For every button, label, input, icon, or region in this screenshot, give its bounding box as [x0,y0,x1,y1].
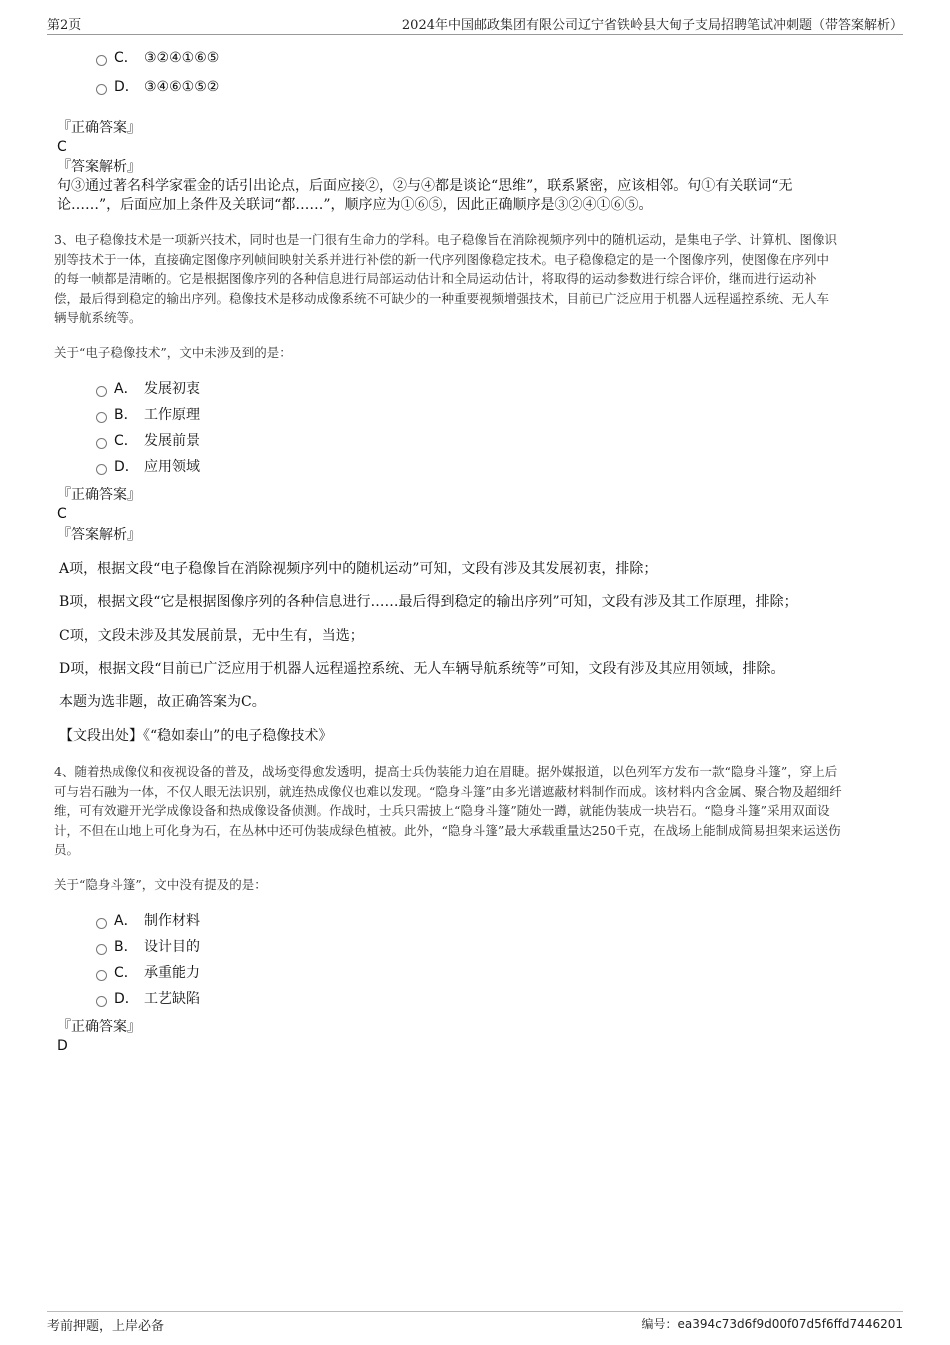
q3-explanation-a: A项，根据文段“电子稳像旨在消除视频序列中的随机运动”可知，文段有涉及其发展初衷，排除； [59,561,658,577]
q4-option-d[interactable]: D． 工艺缺陷 [96,989,200,1009]
radio-icon[interactable] [96,438,107,449]
q4-answer-label: 『正确答案』 [57,1019,141,1035]
q2-analysis-line-1: 句③通过著名科学家霍金的话引出论点，后面应接②，②与④都是谈论“思维”，联系紧密，应该相邻。句①有关联词“无 [57,178,793,194]
q3-answer: C [57,506,67,522]
radio-icon[interactable] [96,970,107,981]
q2-option-c[interactable]: C． ③②④①⑥⑤ [96,48,219,68]
q4-option-a[interactable]: A． 制作材料 [96,911,200,931]
q3-option-a[interactable]: A． 发展初衷 [96,379,200,399]
document-id: 编号：ea394c73d6f9d00f07d5f6ffd7446201 [641,1317,903,1331]
q3-explanation-b: B项，根据文段“它是根据图像序列的各种信息进行……最后得到稳定的输出序列”可知，文段有涉及其工作原理，排除； [59,594,798,610]
q3-option-b[interactable]: B． 工作原理 [96,405,200,425]
q3-question: 关于“电子稳像技术”，文中未涉及到的是： [54,345,292,360]
q3-answer-label: 『正确答案』 [57,487,141,503]
q3-option-c[interactable]: C． 发展前景 [96,431,200,451]
q2-answer: C [57,139,67,155]
radio-icon[interactable] [96,386,107,397]
q2-option-d[interactable]: D． ③④⑥①⑤② [96,77,219,97]
q4-option-c[interactable]: C． 承重能力 [96,963,200,983]
q3-analysis-label: 『答案解析』 [57,527,141,543]
page-number: 第2页 [47,18,82,33]
radio-icon[interactable] [96,412,107,423]
q3-source: 【文段出处】《“稳如泰山”的电子稳像技术》 [59,728,333,744]
page-header [47,14,903,35]
q3-conclusion: 本题为选非题，故正确答案为C。 [59,694,266,710]
q4-question: 关于“隐身斗篷”，文中没有提及的是： [54,877,267,892]
radio-icon[interactable] [96,464,107,475]
q4-passage: 4、随着热成像仪和夜视设备的普及，战场变得愈发透明，提高士兵伪装能力迫在眉睫。据外媒报道，以色列军方发布一款“隐身斗篷”，穿上后 可与岩石融为一体，不仅人眼无法识别，就连热成像仪也难以发现。“隐身斗篷”由多光谱遮蔽材料制作而成。该材料内含金属、聚合物及超细纤 维，可有效避开光学成像设备和热成像设备侦测。作战时，士兵只需披上“隐身斗篷”随处一蹲，就能伪装成一块岩石。“隐身斗篷”采用双面设 计，不但在山地上可化身为石，在丛林中还可伪装成绿色植被。此外，“隐身斗篷”最大承载重量达250千克，在战场上能制成简易担架来运送伤 员。 [54,764,842,857]
q3-explanation-c: C项，文段未涉及其发展前景，无中生有，当选； [59,628,364,644]
q4-option-b[interactable]: B． 设计目的 [96,937,200,957]
q3-passage: 3、电子稳像技术是一项新兴技术，同时也是一门很有生命力的学科。电子稳像旨在消除视频序列中的随机运动，是集电子学、计算机、图像识 别等技术于一体，直接确定图像序列帧间映射关系并进行补偿的新一代序列图像稳定技术。电子稳像稳定的是一个图像序列，使图像在序列中 的每一帧都是清晰的。它是根据图像序列的各种信息进行局部运动估计和全局运动估计，将取得的运动参数进行综合评价，继而进行运动补 偿，最后得到稳定的输出序列。稳像技术是移动成像系统不可缺少的一种重要视频增强技术，目前已广泛应用于机器人远程遥控系统、无人车 辆导航系统等。 [54,232,837,325]
q3-option-d[interactable]: D． 应用领域 [96,457,200,477]
page-footer [47,1311,903,1334]
footer-slogan: 考前押题，上岸必备 [47,1319,165,1334]
radio-icon[interactable] [96,918,107,929]
q2-answer-label: 『正确答案』 [57,120,141,136]
radio-icon[interactable] [96,944,107,955]
radio-icon[interactable] [96,996,107,1007]
document-title: 2024年中国邮政集团有限公司辽宁省铁岭县大甸子支局招聘笔试冲刺题（带答案解析） [401,18,903,33]
q4-answer: D [57,1038,68,1054]
radio-icon[interactable] [96,55,107,66]
radio-icon[interactable] [96,84,107,95]
q2-analysis-label: 『答案解析』 [57,159,141,175]
q2-analysis-line-2: 论……”，后面应加上条件及关联词“都……”，顺序应为①⑥⑤，因此正确顺序是③②④①⑥⑤。 [57,197,653,213]
q3-explanation-d: D项，根据文段“目前已广泛应用于机器人远程遥控系统、无人车辆导航系统等”可知，文段有涉及其应用领域，排除。 [59,661,785,677]
